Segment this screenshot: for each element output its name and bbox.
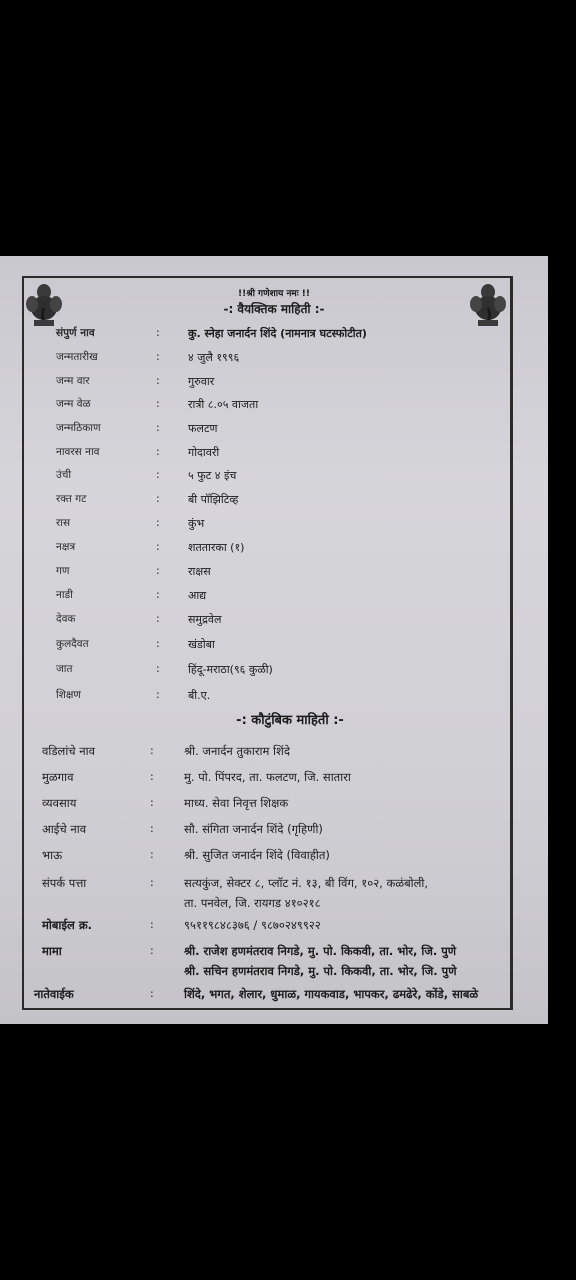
field-value: गोदावरी [188,446,220,459]
field-value: शिंदे, भगत, शेलार, धुमाळ, गायकवाड, भापकर, ढमढेरे, कोंडे, साबळे [184,987,479,1001]
field-label: संपर्क पत्ता [42,876,87,890]
field-value: ४ जुलै १९९६ [188,351,240,364]
field-colon: : [150,876,154,889]
field-colon: : [156,540,160,553]
field-colon: : [156,688,160,701]
field-label: मोबाईल क्र. [42,918,93,932]
field-colon: : [156,350,160,363]
field-colon: : [150,987,154,1000]
field-label: रास [56,517,71,529]
field-label: नावरस नाव [56,446,100,458]
field-label: वडिलांचे नाव [42,744,96,758]
field-label: भाऊ [42,848,63,862]
field-value: माध्य. सेवा निवृत्त शिक्षक [184,796,289,810]
field-label: नक्षत्र [56,541,76,553]
field-label: जन्म वेळ [56,398,91,410]
field-label: कुलदैवत [56,638,89,650]
field-colon: : [156,662,160,675]
field-value: कुंभ [188,517,205,530]
field-colon: : [156,445,160,458]
field-value: श्री. राजेश हणमंतराव निगडे, मु. पो. किकवी, ता. भोर, जि. पुणे [184,944,457,958]
field-colon: : [156,468,160,481]
field-colon: : [156,397,160,410]
field-label: जात [56,663,73,675]
invocation-text: !!श्री गणेशाय नमः !! [238,289,310,299]
field-value: कु. स्नेहा जनार्दन शिंदे (नामनात्र घटस्फोटीत) [188,327,367,340]
field-colon: : [156,326,160,339]
field-colon: : [156,421,160,434]
field-colon: : [150,744,154,757]
field-value: मु. पो. पिंपरद, ता. फलटण, जि. सातारा [184,770,351,784]
field-colon: : [156,564,160,577]
field-label: जन्म वार [56,375,90,387]
field-colon: : [150,918,154,931]
field-value: समुद्रवेल [188,613,222,626]
field-colon: : [156,492,160,505]
field-label: व्यवसाय [42,796,77,810]
field-value: ५ फुट ४ इंच [188,469,237,482]
field-value-line2: ता. पनवेल, जि. रायगड ४१०२१८ [184,896,321,910]
field-value: गुरुवार [188,375,215,388]
field-value: शततारका (१) [188,541,245,554]
field-value: सत्यकुंज, सेक्टर ८, प्लॉट नं. १३, बी विंग, १०२, कळंबोली, [184,876,429,890]
field-value: खंडोबा [188,638,215,651]
field-label: रक्त गट [56,493,87,505]
field-label: उंची [56,469,72,481]
field-colon: : [156,374,160,387]
field-label: शिक्षण [56,689,81,701]
field-label: जन्मठिकाण [56,422,101,434]
field-colon: : [156,612,160,625]
field-label: जन्मतारीख [56,351,98,363]
field-value: श्री. जनार्दन तुकाराम शिंदे [184,744,290,758]
field-value: सौ. संगिता जनार्दन शिंदे (गृहिणी) [184,822,323,836]
biodata-page [0,256,548,1024]
field-label: मुळगाव [42,770,74,784]
field-value: बी.ए. [188,689,211,702]
field-colon: : [156,588,160,601]
field-colon: : [150,770,154,783]
field-colon: : [156,637,160,650]
personal-section-title: -: वैयक्तिक माहिती :- [223,302,325,316]
family-section-title: -: कौटुंबिक माहिती :- [236,713,344,728]
field-colon: : [150,796,154,809]
field-label: नाडी [56,589,73,601]
field-value: रात्री ८.०५ वाजता [188,398,259,411]
field-value: हिंदू-मराठा(९६ कुळी) [188,663,273,676]
field-label: मामा [42,944,62,958]
field-value: श्री. सुजित जनार्दन शिंदे (विवाहीत) [184,848,330,862]
field-colon: : [150,822,154,835]
field-value: बी पॉझिटिव्ह [188,493,239,506]
field-value: आद्य [188,589,207,602]
field-label: संपुर्ण नाव [56,327,95,339]
field-colon: : [150,848,154,861]
field-colon: : [150,944,154,957]
field-value: फलटण [188,422,218,435]
field-value-line2: श्री. सचिन हणमंतराव निगडे, मु. पो. किकवी, ता. भोर, जि. पुणे [184,964,457,978]
field-label: गण [56,565,70,577]
field-value: ९५११९८४८३७६ / ९८७०२४९९२२ [184,918,321,932]
field-label: आईचे नाव [42,822,87,836]
field-label: देवक [56,613,76,625]
field-colon: : [156,516,160,529]
field-value: राक्षस [188,565,211,578]
field-label: नातेवाईक [34,987,74,1001]
